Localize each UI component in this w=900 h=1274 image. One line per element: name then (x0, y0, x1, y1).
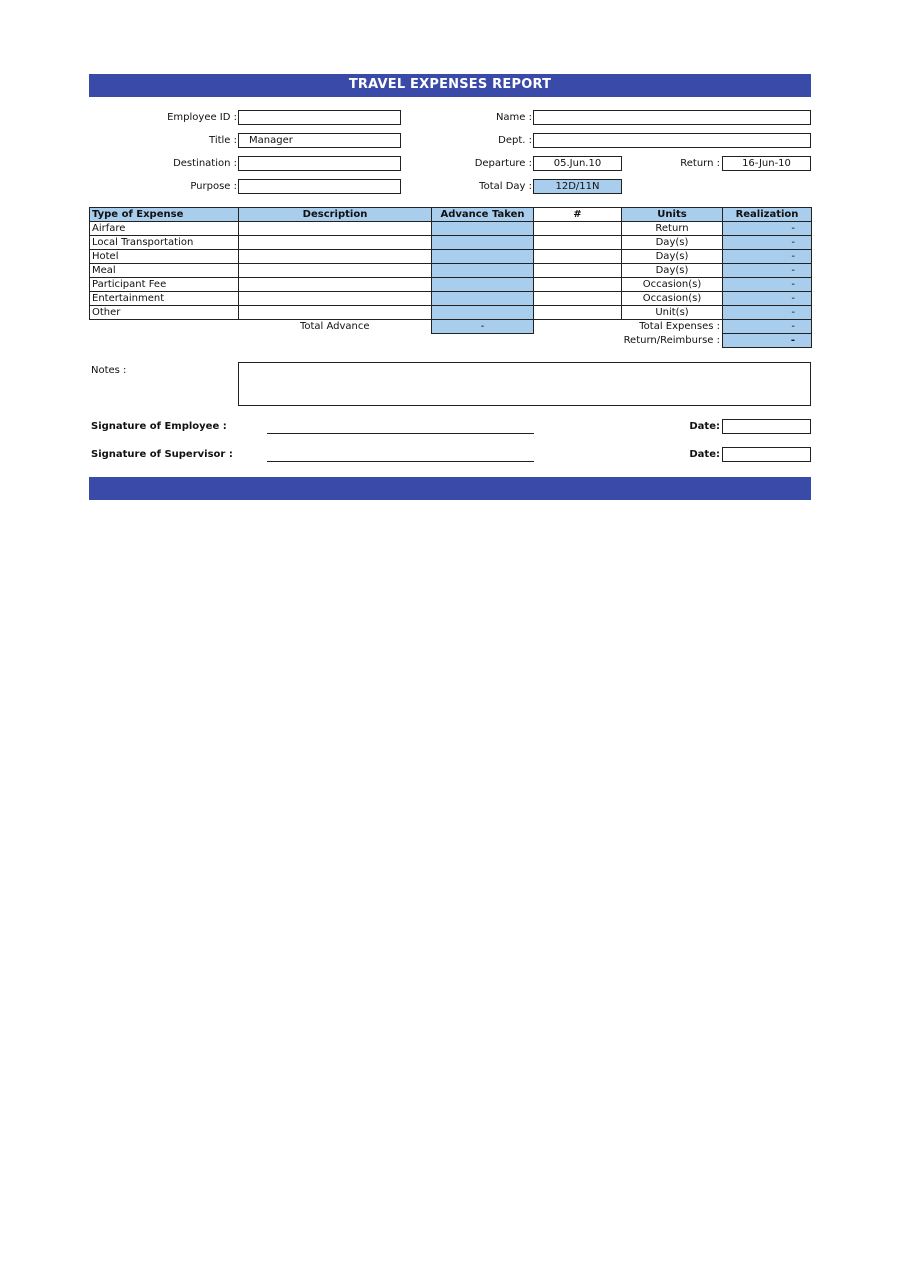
expense-count[interactable] (534, 306, 622, 320)
expense-advance[interactable] (432, 292, 534, 306)
total-advance-label: Total Advance (299, 320, 370, 332)
expense-description[interactable] (239, 292, 432, 306)
return-reimburse-label: Return/Reimburse : (623, 334, 720, 346)
return-reimburse-value: - (723, 334, 812, 348)
total-day-label: Total Day : (479, 181, 532, 192)
supervisor-date-field[interactable] (722, 447, 811, 462)
reimburse-row (90, 334, 812, 348)
expense-count[interactable] (534, 236, 622, 250)
employee-signature-line[interactable] (267, 433, 534, 434)
col-description: Description (239, 208, 432, 222)
col-realization: Realization (723, 208, 812, 222)
expense-units: Occasion(s) (622, 278, 723, 292)
supervisor-date-label: Date: (689, 449, 720, 460)
total-day-field: 12D/11N (533, 179, 622, 194)
expense-type: Entertainment (90, 292, 239, 306)
expense-realization: - (723, 306, 812, 320)
expense-units: Day(s) (622, 250, 723, 264)
expense-description[interactable] (239, 278, 432, 292)
purpose-label: Purpose : (190, 181, 237, 192)
expense-description[interactable] (239, 264, 432, 278)
employee-id-label: Employee ID : (167, 112, 237, 123)
name-label: Name : (495, 112, 532, 123)
expense-type: Hotel (90, 250, 239, 264)
expense-advance[interactable] (432, 278, 534, 292)
table-row (90, 236, 812, 250)
expense-units: Unit(s) (622, 306, 723, 320)
employee-id-field[interactable] (238, 110, 401, 125)
expense-type: Airfare (90, 222, 239, 236)
total-expenses-label: Total Expenses : (639, 320, 720, 332)
total-advance-value: - (432, 320, 534, 334)
notes-field[interactable] (238, 362, 811, 406)
expense-description[interactable] (239, 250, 432, 264)
expense-description[interactable] (239, 236, 432, 250)
table-row (90, 278, 812, 292)
col-advance-taken: Advance Taken (432, 208, 534, 222)
expense-count[interactable] (534, 292, 622, 306)
footer-bar (89, 477, 811, 500)
expense-count[interactable] (534, 250, 622, 264)
title-field[interactable]: Manager (238, 133, 401, 148)
expense-type: Participant Fee (90, 278, 239, 292)
table-row (90, 264, 812, 278)
expense-realization: - (723, 222, 812, 236)
expense-count[interactable] (534, 264, 622, 278)
notes-label: Notes : (91, 365, 127, 376)
employee-signature-label: Signature of Employee : (91, 421, 227, 432)
expense-advance[interactable] (432, 250, 534, 264)
dept-label: Dept. : (498, 135, 532, 146)
report-title: TRAVEL EXPENSES REPORT (89, 74, 811, 97)
employee-date-label: Date: (689, 421, 720, 432)
supervisor-signature-label: Signature of Supervisor : (91, 449, 233, 460)
col-type-of-expense: Type of Expense (90, 208, 239, 222)
expense-realization: - (723, 264, 812, 278)
expense-advance[interactable] (432, 264, 534, 278)
table-row (90, 222, 812, 236)
table-row (90, 250, 812, 264)
return-label: Return : (680, 158, 720, 169)
expense-table (89, 207, 812, 348)
expense-advance[interactable] (432, 236, 534, 250)
expense-units: Return (622, 222, 723, 236)
destination-label: Destination : (173, 158, 237, 169)
table-row (90, 292, 812, 306)
expense-count[interactable] (534, 278, 622, 292)
purpose-field[interactable] (238, 179, 401, 194)
table-row (90, 306, 812, 320)
expense-units: Day(s) (622, 236, 723, 250)
col-count: # (534, 208, 622, 222)
departure-field[interactable]: 05.Jun.10 (533, 156, 622, 171)
totals-row (90, 320, 812, 334)
destination-field[interactable] (238, 156, 401, 171)
title-label: Title : (209, 135, 237, 146)
total-expenses-value: - (723, 320, 812, 334)
expense-realization: - (723, 292, 812, 306)
employee-date-field[interactable] (722, 419, 811, 434)
expense-count[interactable] (534, 222, 622, 236)
expense-units: Day(s) (622, 264, 723, 278)
expense-description[interactable] (239, 222, 432, 236)
supervisor-signature-line[interactable] (267, 461, 534, 462)
name-field[interactable] (533, 110, 811, 125)
return-field[interactable]: 16-Jun-10 (722, 156, 811, 171)
col-units: Units (622, 208, 723, 222)
expense-units: Occasion(s) (622, 292, 723, 306)
expense-realization: - (723, 236, 812, 250)
expense-type: Local Transportation (90, 236, 239, 250)
table-header-row (90, 208, 812, 222)
expense-advance[interactable] (432, 222, 534, 236)
expense-advance[interactable] (432, 306, 534, 320)
dept-field[interactable] (533, 133, 811, 148)
expense-type: Meal (90, 264, 239, 278)
expense-realization: - (723, 278, 812, 292)
departure-label: Departure : (474, 158, 532, 169)
expense-type: Other (90, 306, 239, 320)
expense-realization: - (723, 250, 812, 264)
expense-description[interactable] (239, 306, 432, 320)
